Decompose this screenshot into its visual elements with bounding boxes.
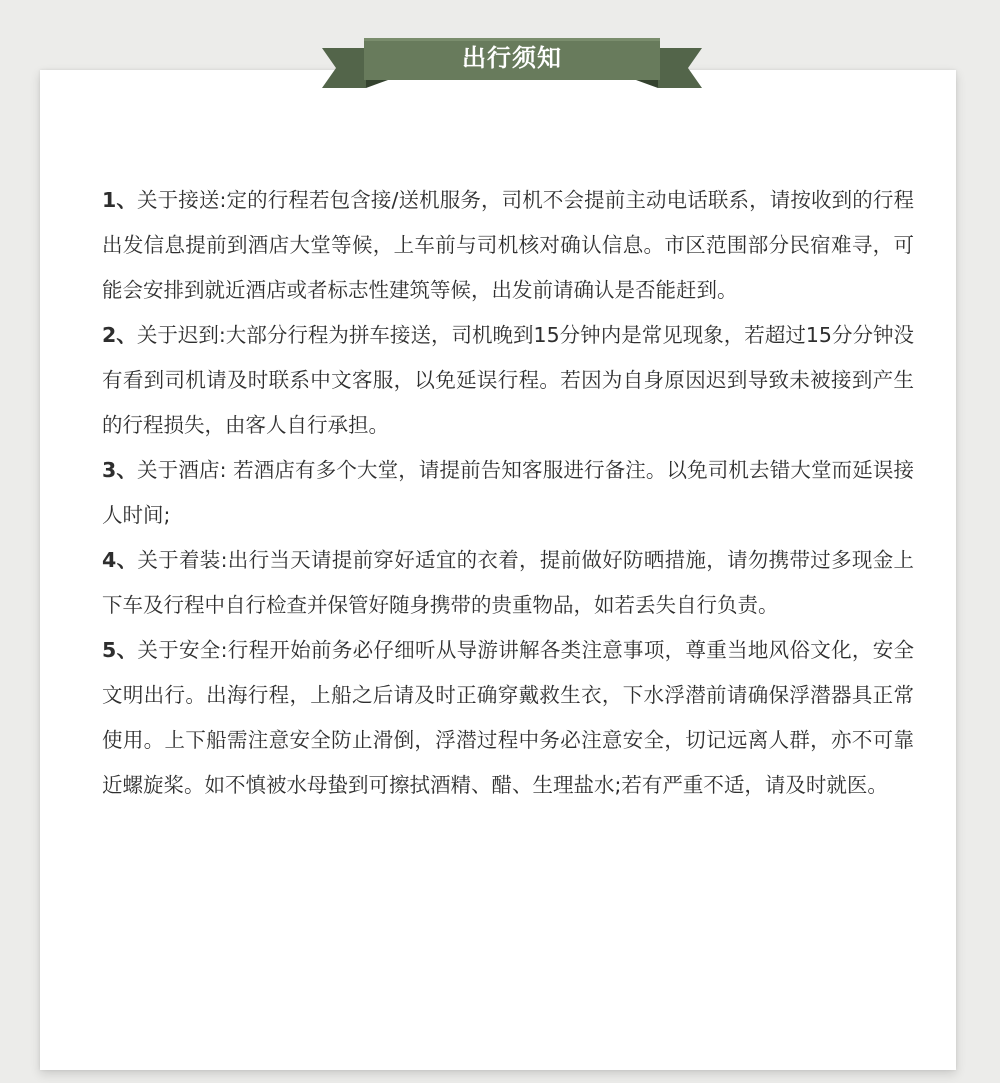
notice-text: 关于迟到:大部分行程为拼车接送，司机晚到15分钟内是常见现象，若超过15分分钟没有看到司机请及时联系中文客服，以免延误行程。若因为自身原因迟到导致未被接到产生的行程损失，由客人自行承担。	[102, 323, 915, 437]
notice-text: 关于酒店: 若酒店有多个大堂，请提前告知客服进行备注。以免司机去错大堂而延误接人时间;	[102, 458, 915, 527]
notice-item	[102, 313, 914, 448]
notice-text: 关于着装:出行当天请提前穿好适宜的衣着，提前做好防晒措施，请勿携带过多现金上下车及行程中自行检查并保管好随身携带的贵重物品，如若丢失自行负责。	[102, 548, 915, 617]
notice-number: 5、	[102, 638, 138, 662]
notice-item	[102, 178, 914, 313]
notice-item	[102, 448, 914, 538]
notice-number: 1、	[102, 188, 138, 212]
notice-number: 4、	[102, 548, 138, 572]
notice-text: 关于安全:行程开始前务必仔细听从导游讲解各类注意事项，尊重当地风俗文化，安全文明出行。出海行程，上船之后请及时正确穿戴救生衣，下水浮潜前请确保浮潜器具正常使用。上下船需注意安全防止滑倒，浮潜过程中务必注意安全，切记远离人群，亦不可靠近螺旋桨。如不慎被水母蛰到可擦拭酒精、醋、生理盐水;若有严重不适，请及时就医。	[102, 638, 915, 797]
notice-number: 2、	[102, 323, 137, 347]
notice-item	[102, 628, 914, 808]
notice-text: 关于接送:定的行程若包含接/送机服务，司机不会提前主动电话联系，请按收到的行程出发信息提前到酒店大堂等候，上车前与司机核对确认信息。市区范围部分民宿难寻，可能会安排到就近酒店或者标志性建筑等候，出发前请确认是否能赶到。	[102, 188, 915, 302]
notice-list	[102, 178, 914, 808]
notice-item	[102, 538, 914, 628]
notice-number: 3、	[102, 458, 138, 482]
title-banner	[322, 36, 702, 92]
page-title: 出行须知	[462, 44, 562, 72]
